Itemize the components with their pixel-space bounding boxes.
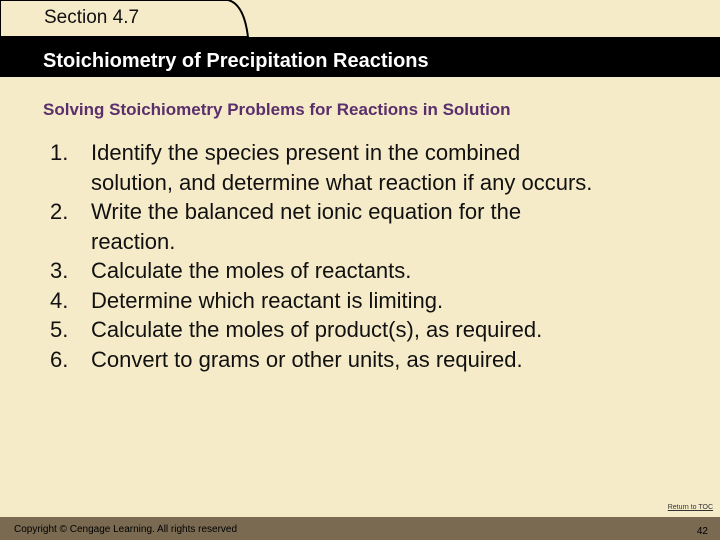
step-item (43, 286, 603, 316)
steps-list (43, 138, 603, 374)
step-number: 5. (50, 317, 69, 342)
step-item (43, 197, 603, 256)
section-label: Section 4.7 (44, 7, 140, 28)
step-text: Calculate the moles of reactants. (91, 258, 412, 283)
step-item (43, 138, 603, 197)
step-text: Identify the species present in the combined solution, and determine what reaction if any occurs. (91, 140, 593, 195)
page-number: 42 (696, 526, 708, 537)
slide-title: Stoichiometry of Precipitation Reactions (43, 50, 429, 72)
step-item (43, 345, 603, 375)
slide-subtitle: Solving Stoichiometry Problems for Reactions in Solution (43, 100, 511, 119)
step-text: Write the balanced net ionic equation for the reaction. (91, 199, 522, 254)
step-text: Calculate the moles of product(s), as required. (91, 317, 543, 342)
step-number: 1. (50, 140, 69, 165)
step-item (43, 256, 603, 286)
step-item (43, 315, 603, 345)
step-number: 6. (50, 346, 69, 372)
step-text: Convert to grams or other units, as required. (91, 346, 523, 372)
copyright-notice: Copyright © Cengage Learning. All rights reserved (14, 524, 238, 535)
return-to-toc-link[interactable]: Return to TOC (667, 504, 713, 511)
step-text: Determine which reactant is limiting. (91, 287, 444, 313)
step-number: 2. (50, 199, 69, 224)
step-number: 3. (50, 258, 69, 283)
step-number: 4. (50, 287, 69, 313)
